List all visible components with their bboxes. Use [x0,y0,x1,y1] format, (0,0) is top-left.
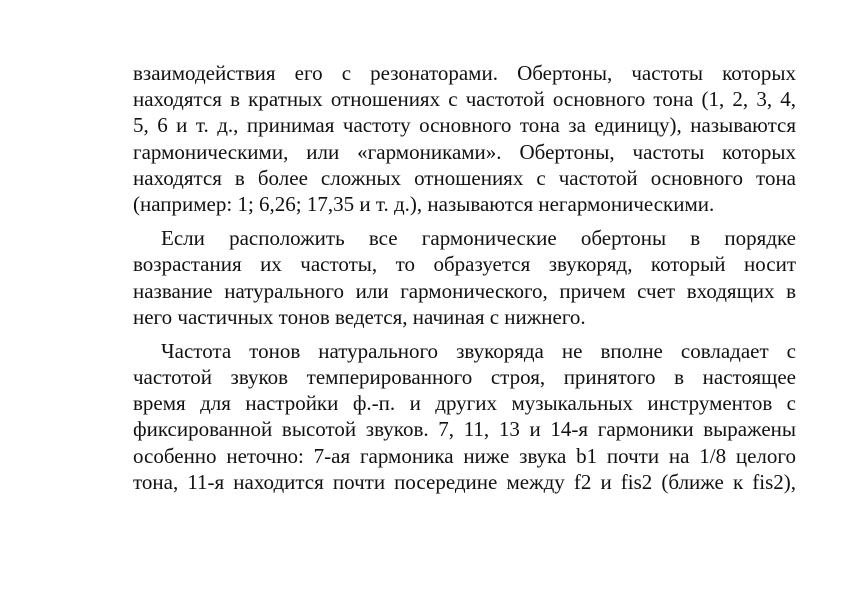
text-line: возрастания их частоты, то образуется звукоряд, который носит [133,252,796,277]
paragraph-2 [133,225,796,330]
text-line: (например: 1; 6,26; 17,35 и т. д.), называются негармоническими. [133,191,715,216]
text-line: название натурального или гармонического, причем счет входящих в [133,278,796,303]
text-line: него частичных тонов ведется, начиная с нижнего. [133,304,586,329]
text-line: время для настройки ф.-п. и других музыкальных инструментов с [133,391,796,416]
text-line: тона, 11-я находится почти посередине между f2 и fis2 (ближе к fis2), [133,469,796,494]
text-line: находятся в более сложных отношениях с частотой основного тона [133,165,796,190]
text-line: частотой звуков темперированного строя, принятого в настоящее [133,365,796,390]
text-line: взаимодействия его с резонаторами. Обертоны, частоты которых [133,61,796,85]
text-line: Частота тонов натурального звукоряда не вполне совладает с [161,338,796,363]
body-text [133,60,796,495]
text-line: гармоническими, или «гармониками». Обертоны, частоты которых [133,139,796,164]
text-line: Если расположить все гармонические обертоны в порядке [161,226,796,251]
paragraph-3 [133,338,796,495]
paragraph-spacer [133,330,796,338]
text-line: 5, 6 и т. д., принимая частоту основного тона за единицу), называются [133,113,796,138]
text-line: находятся в кратных отношениях с частотой основного тона (1, 2, 3, 4, [133,87,796,112]
text-line: особенно неточно: 7-ая гармоника ниже звука b1 почти на 1/8 целого [133,443,796,468]
paragraph-spacer [133,217,796,225]
text-line: фиксированной высотой звуков. 7, 11, 13 и 14-я гармоники выражены [133,417,796,442]
paragraph-1 [133,60,796,217]
